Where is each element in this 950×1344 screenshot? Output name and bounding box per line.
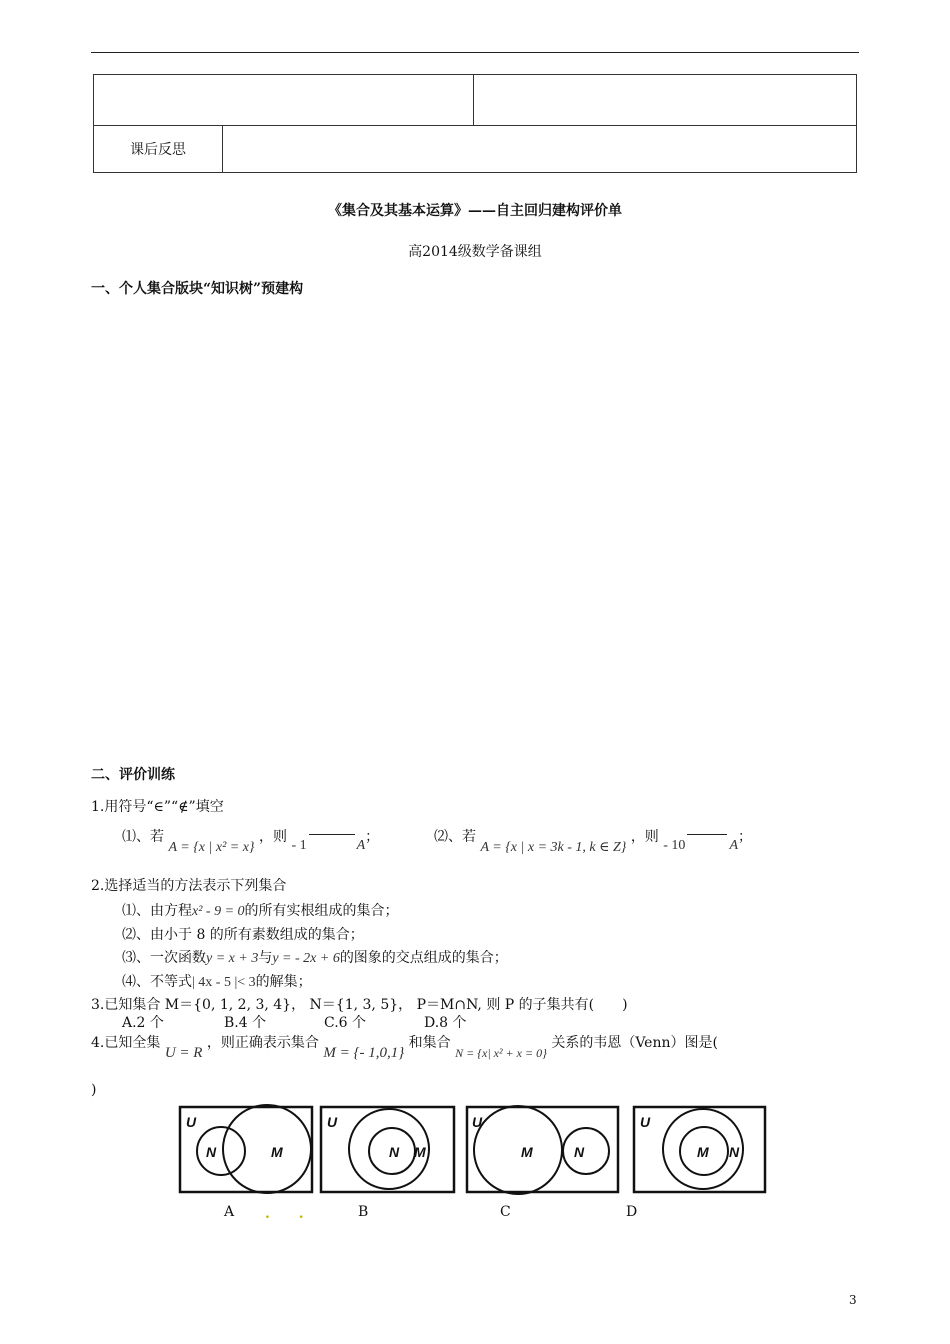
q2-stem: 2.选择适当的方法表示下列集合	[91, 878, 287, 894]
q1-part2-A: A	[729, 838, 738, 853]
q2-item3-mid: 与	[258, 950, 273, 966]
q2-item4-a: ⑷、不等式	[122, 974, 192, 990]
venn-c-label-u: U	[472, 1114, 483, 1130]
venn-b-label-m: M	[414, 1144, 426, 1160]
q1-part1-A: A	[356, 838, 366, 853]
venn-a-label-u: U	[186, 1114, 197, 1130]
venn-dots: . .	[265, 1206, 316, 1222]
q1-part1-prefix: ⑴、若	[122, 829, 164, 845]
reflection-label: 课后反思	[94, 126, 223, 173]
q4-setM: M = {- 1,0,1}	[323, 1045, 405, 1061]
q4-universe: U = R	[164, 1045, 203, 1061]
q1-part1-set: A = {x | x² = x}	[168, 840, 255, 855]
venn-d-label-n: N	[729, 1144, 740, 1160]
q1-part2-set: A = {x | x = 3k - 1, k ∈ Z}	[480, 840, 627, 855]
q3-option-c[interactable]: C.6 个	[324, 1015, 367, 1031]
venn-b-universe-box	[321, 1107, 454, 1192]
document-title: 《集合及其基本运算》——自主回归建构评价单	[328, 203, 622, 219]
venn-c-label-n: N	[574, 1144, 585, 1160]
q2-item3-b: 的图象的交点组成的集合；	[339, 950, 508, 966]
q2-item1-b: 的所有实根组成的集合；	[244, 903, 399, 919]
venn-a-label-n: N	[206, 1144, 217, 1160]
document-subtitle: 高2014级数学备课组	[408, 244, 542, 260]
q2-item3-f2: y = - 2x + 6	[272, 951, 340, 966]
section1-heading: 一、个人集合版块“知识树”预建构	[91, 281, 304, 297]
q1-part1-then: ，则	[258, 829, 287, 845]
q3-stem: 3.已知集合 M＝{0, 1, 2, 3, 4}， N＝{1, 3, 5}， P＝M∩N, 则 P 的子集共有( )	[91, 997, 628, 1013]
q4-mid1: ，则正确表示集合	[206, 1035, 319, 1051]
venn-a-universe-box	[180, 1107, 312, 1192]
q1-part1-end: ；	[365, 829, 380, 845]
q3-option-d[interactable]: D.8 个	[424, 1015, 467, 1031]
venn-option-a[interactable]: A	[224, 1204, 235, 1220]
venn-b-label-n: N	[389, 1144, 400, 1160]
venn-option-b[interactable]: B	[358, 1204, 369, 1220]
q1-part2-prefix: ⑵、若	[434, 829, 476, 845]
q2-item2: ⑵、由小于 8 的所有素数组成的集合；	[122, 927, 364, 943]
q2-item3-a: ⑶、一次函数	[122, 950, 206, 966]
q3-option-b[interactable]: B.4 个	[224, 1015, 267, 1031]
q1-part2-elem: - 10	[663, 838, 686, 853]
q4-close: )	[91, 1082, 97, 1098]
venn-a-label-m: M	[271, 1144, 283, 1160]
section2-heading: 二、评价训练	[91, 767, 175, 783]
venn-c-label-m: M	[521, 1144, 533, 1160]
venn-a-circle-n	[197, 1127, 245, 1175]
q4-suffix: 关系的韦恩（Venn）图是(	[551, 1035, 718, 1051]
venn-b-label-u: U	[327, 1114, 338, 1130]
q2-item4-b: 的解集；	[255, 974, 312, 990]
q2-item1-eq: x² - 9 = 0	[192, 904, 245, 919]
q3-option-a[interactable]: A.2 个	[122, 1015, 164, 1031]
q4-mid2: 和集合	[408, 1035, 451, 1051]
page-number: 3	[849, 1293, 857, 1307]
q2-item1-a: ⑴、由方程	[122, 903, 192, 919]
q1-part1-elem: - 1	[291, 838, 307, 853]
q4-prefix: 4.已知全集	[91, 1035, 161, 1051]
venn-a-circle-m	[223, 1105, 311, 1193]
q2-item3-f1: y = x + 3	[206, 951, 259, 966]
venn-d-label-m: M	[697, 1144, 709, 1160]
q1-stem: 1.用符号“∈”“∉”填空	[91, 799, 224, 815]
venn-c-circle-m	[474, 1106, 562, 1194]
venn-d-label-u: U	[640, 1114, 651, 1130]
q4-setN: N = {x| x² + x = 0}	[455, 1046, 547, 1060]
q2-item4-ineq: | 4x - 5 |< 3	[192, 975, 256, 990]
venn-option-d[interactable]: D	[626, 1204, 638, 1220]
q1-part2-end: ；	[738, 829, 752, 845]
venn-option-c[interactable]: C	[500, 1204, 511, 1220]
venn-c-universe-box	[467, 1107, 618, 1192]
venn-c-circle-n	[563, 1128, 609, 1174]
q1-part2-then: ，则	[630, 829, 659, 845]
